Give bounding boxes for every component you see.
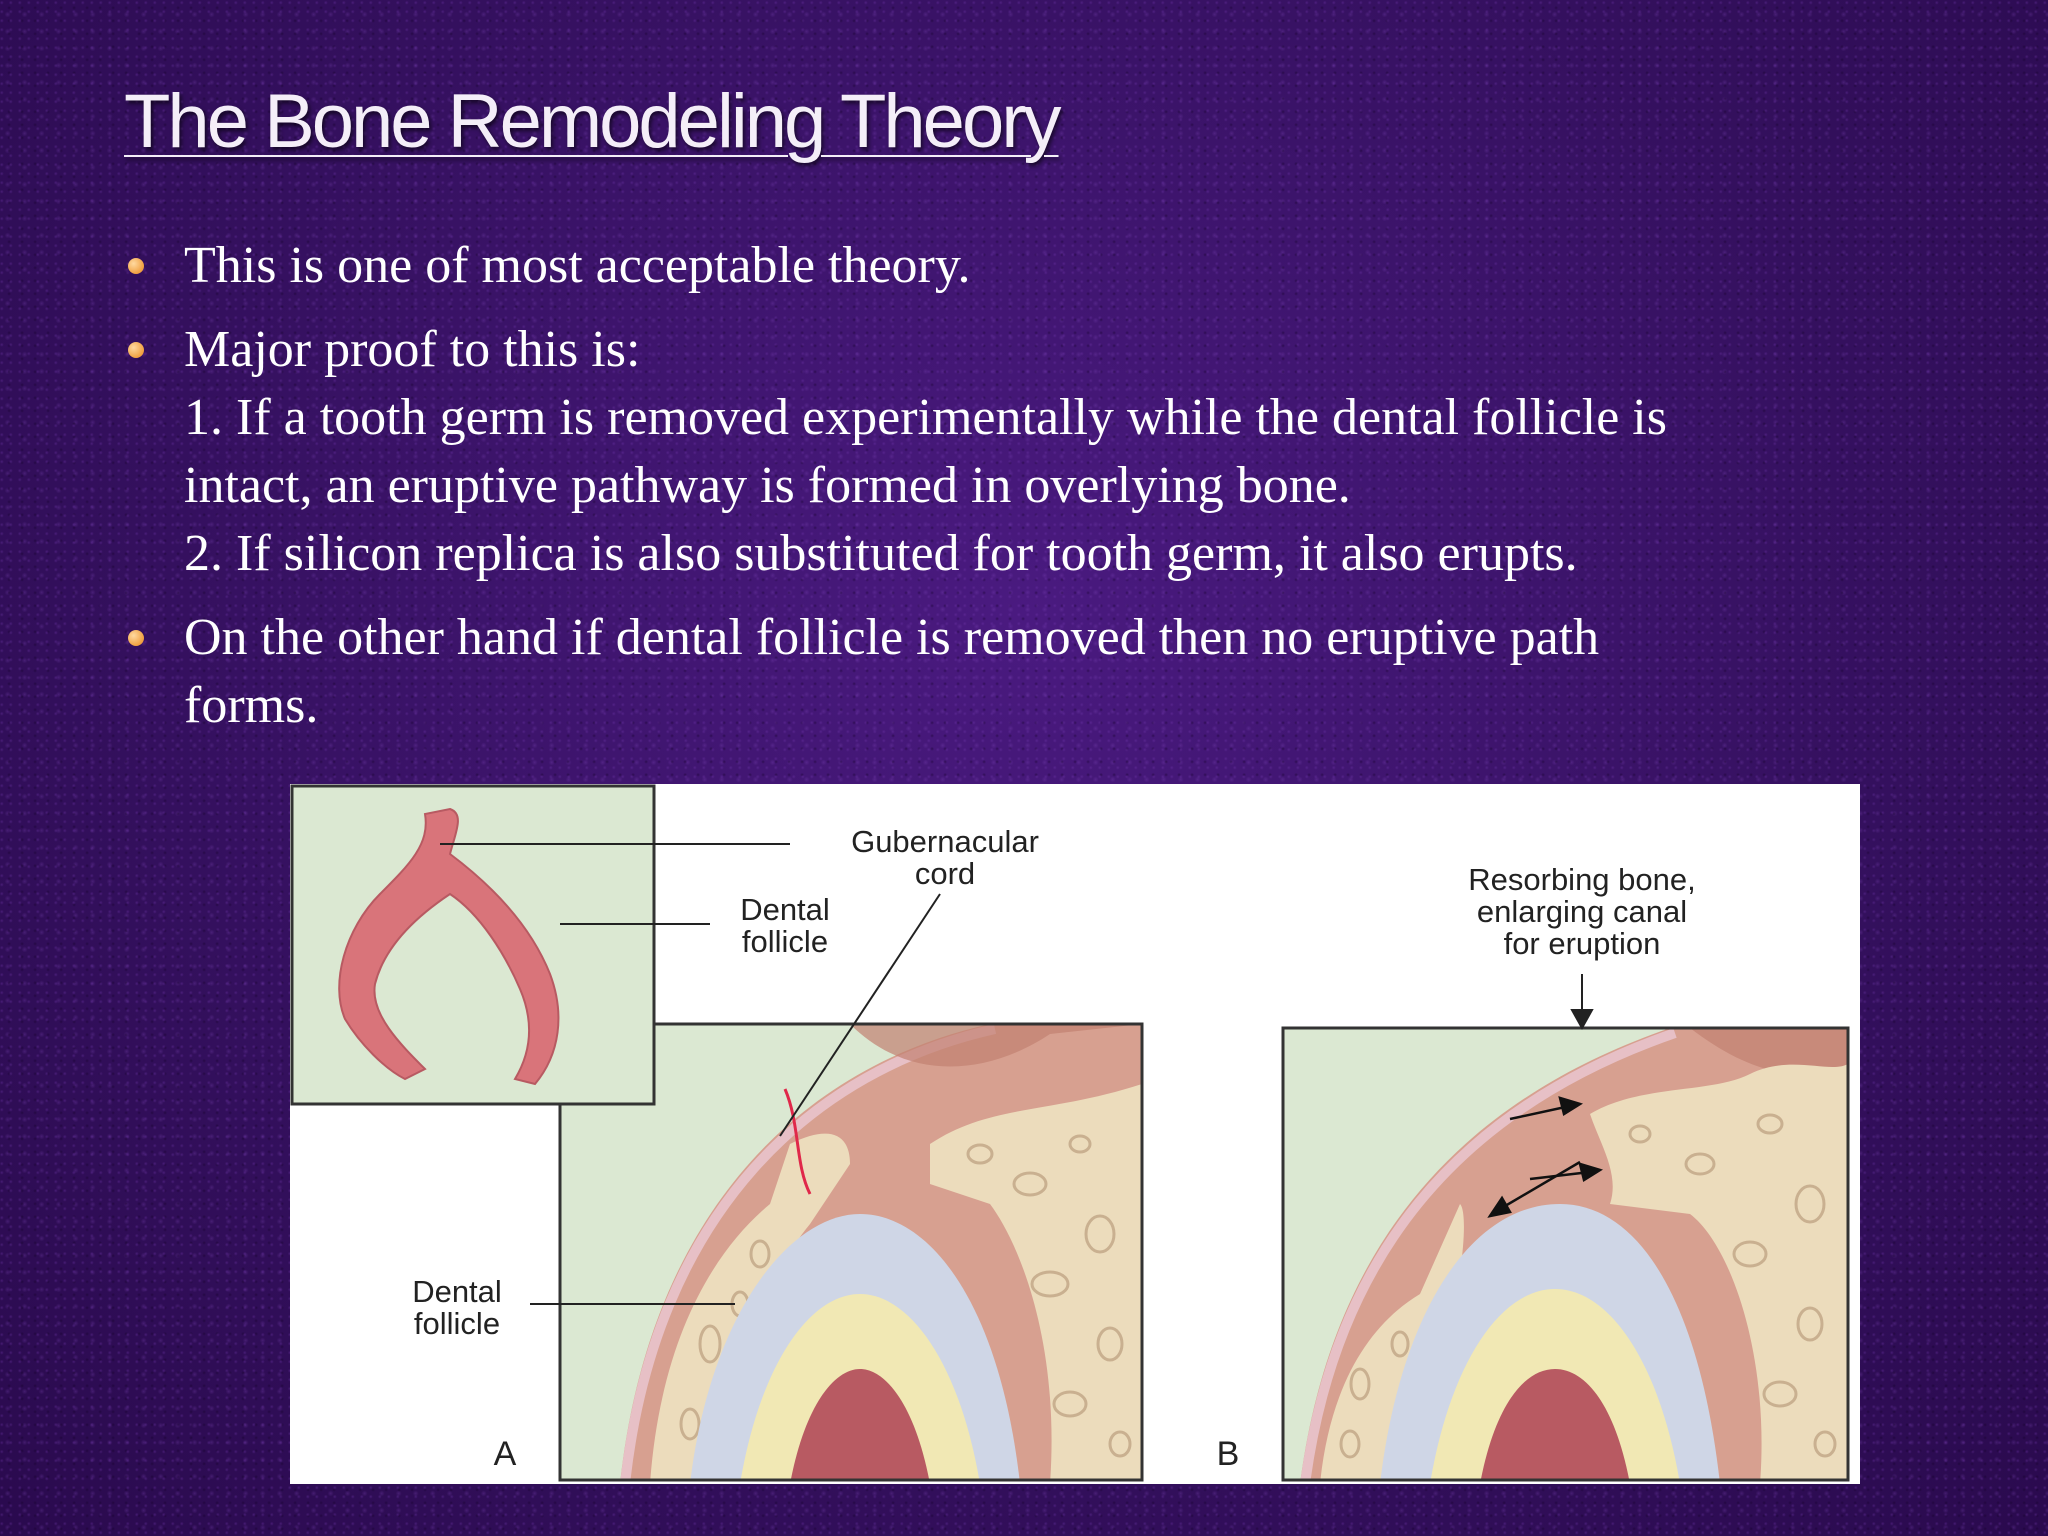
panel-label-b: B xyxy=(1216,1435,1240,1473)
bullet-item xyxy=(128,232,1928,300)
bullet-text: On the other hand if dental follicle is removed then no eruptive path xyxy=(184,609,1600,666)
bullet-dot-icon xyxy=(128,258,144,274)
panel-label-a: A xyxy=(493,1435,517,1473)
bullet-text: 1. If a tooth germ is removed experimentally while the dental follicle is xyxy=(184,389,1667,446)
label-dental-follicle-bottom: Dental follicle xyxy=(412,1274,502,1341)
bullet-text: Major proof to this is: xyxy=(184,321,641,378)
inset-follicle-box xyxy=(292,786,654,1104)
bullet-dot-icon xyxy=(128,342,144,358)
label-gubernacular-cord: Gubernacular cord xyxy=(851,824,1039,891)
bullet-item xyxy=(128,604,1928,740)
label-resorbing-bone: Resorbing bone, enlarging canal for eruption xyxy=(1468,862,1696,961)
bullet-text: This is one of most acceptable theory. xyxy=(184,237,971,294)
slide-title: The Bone Remodeling Theory xyxy=(124,79,1059,164)
bullet-item xyxy=(128,316,1928,588)
bullet-text: 2. If silicon replica is also substituted for tooth germ, it also erupts. xyxy=(184,525,1578,582)
bullet-list xyxy=(128,232,1928,756)
bullet-text: intact, an eruptive pathway is formed in overlying bone. xyxy=(184,457,1351,514)
panel-b-cross-section xyxy=(1283,1028,1848,1484)
bullet-text: forms. xyxy=(184,677,319,734)
tooth-eruption-figure xyxy=(290,784,1860,1484)
bullet-dot-icon xyxy=(128,630,144,646)
label-dental-follicle-top: Dental follicle xyxy=(740,892,830,959)
